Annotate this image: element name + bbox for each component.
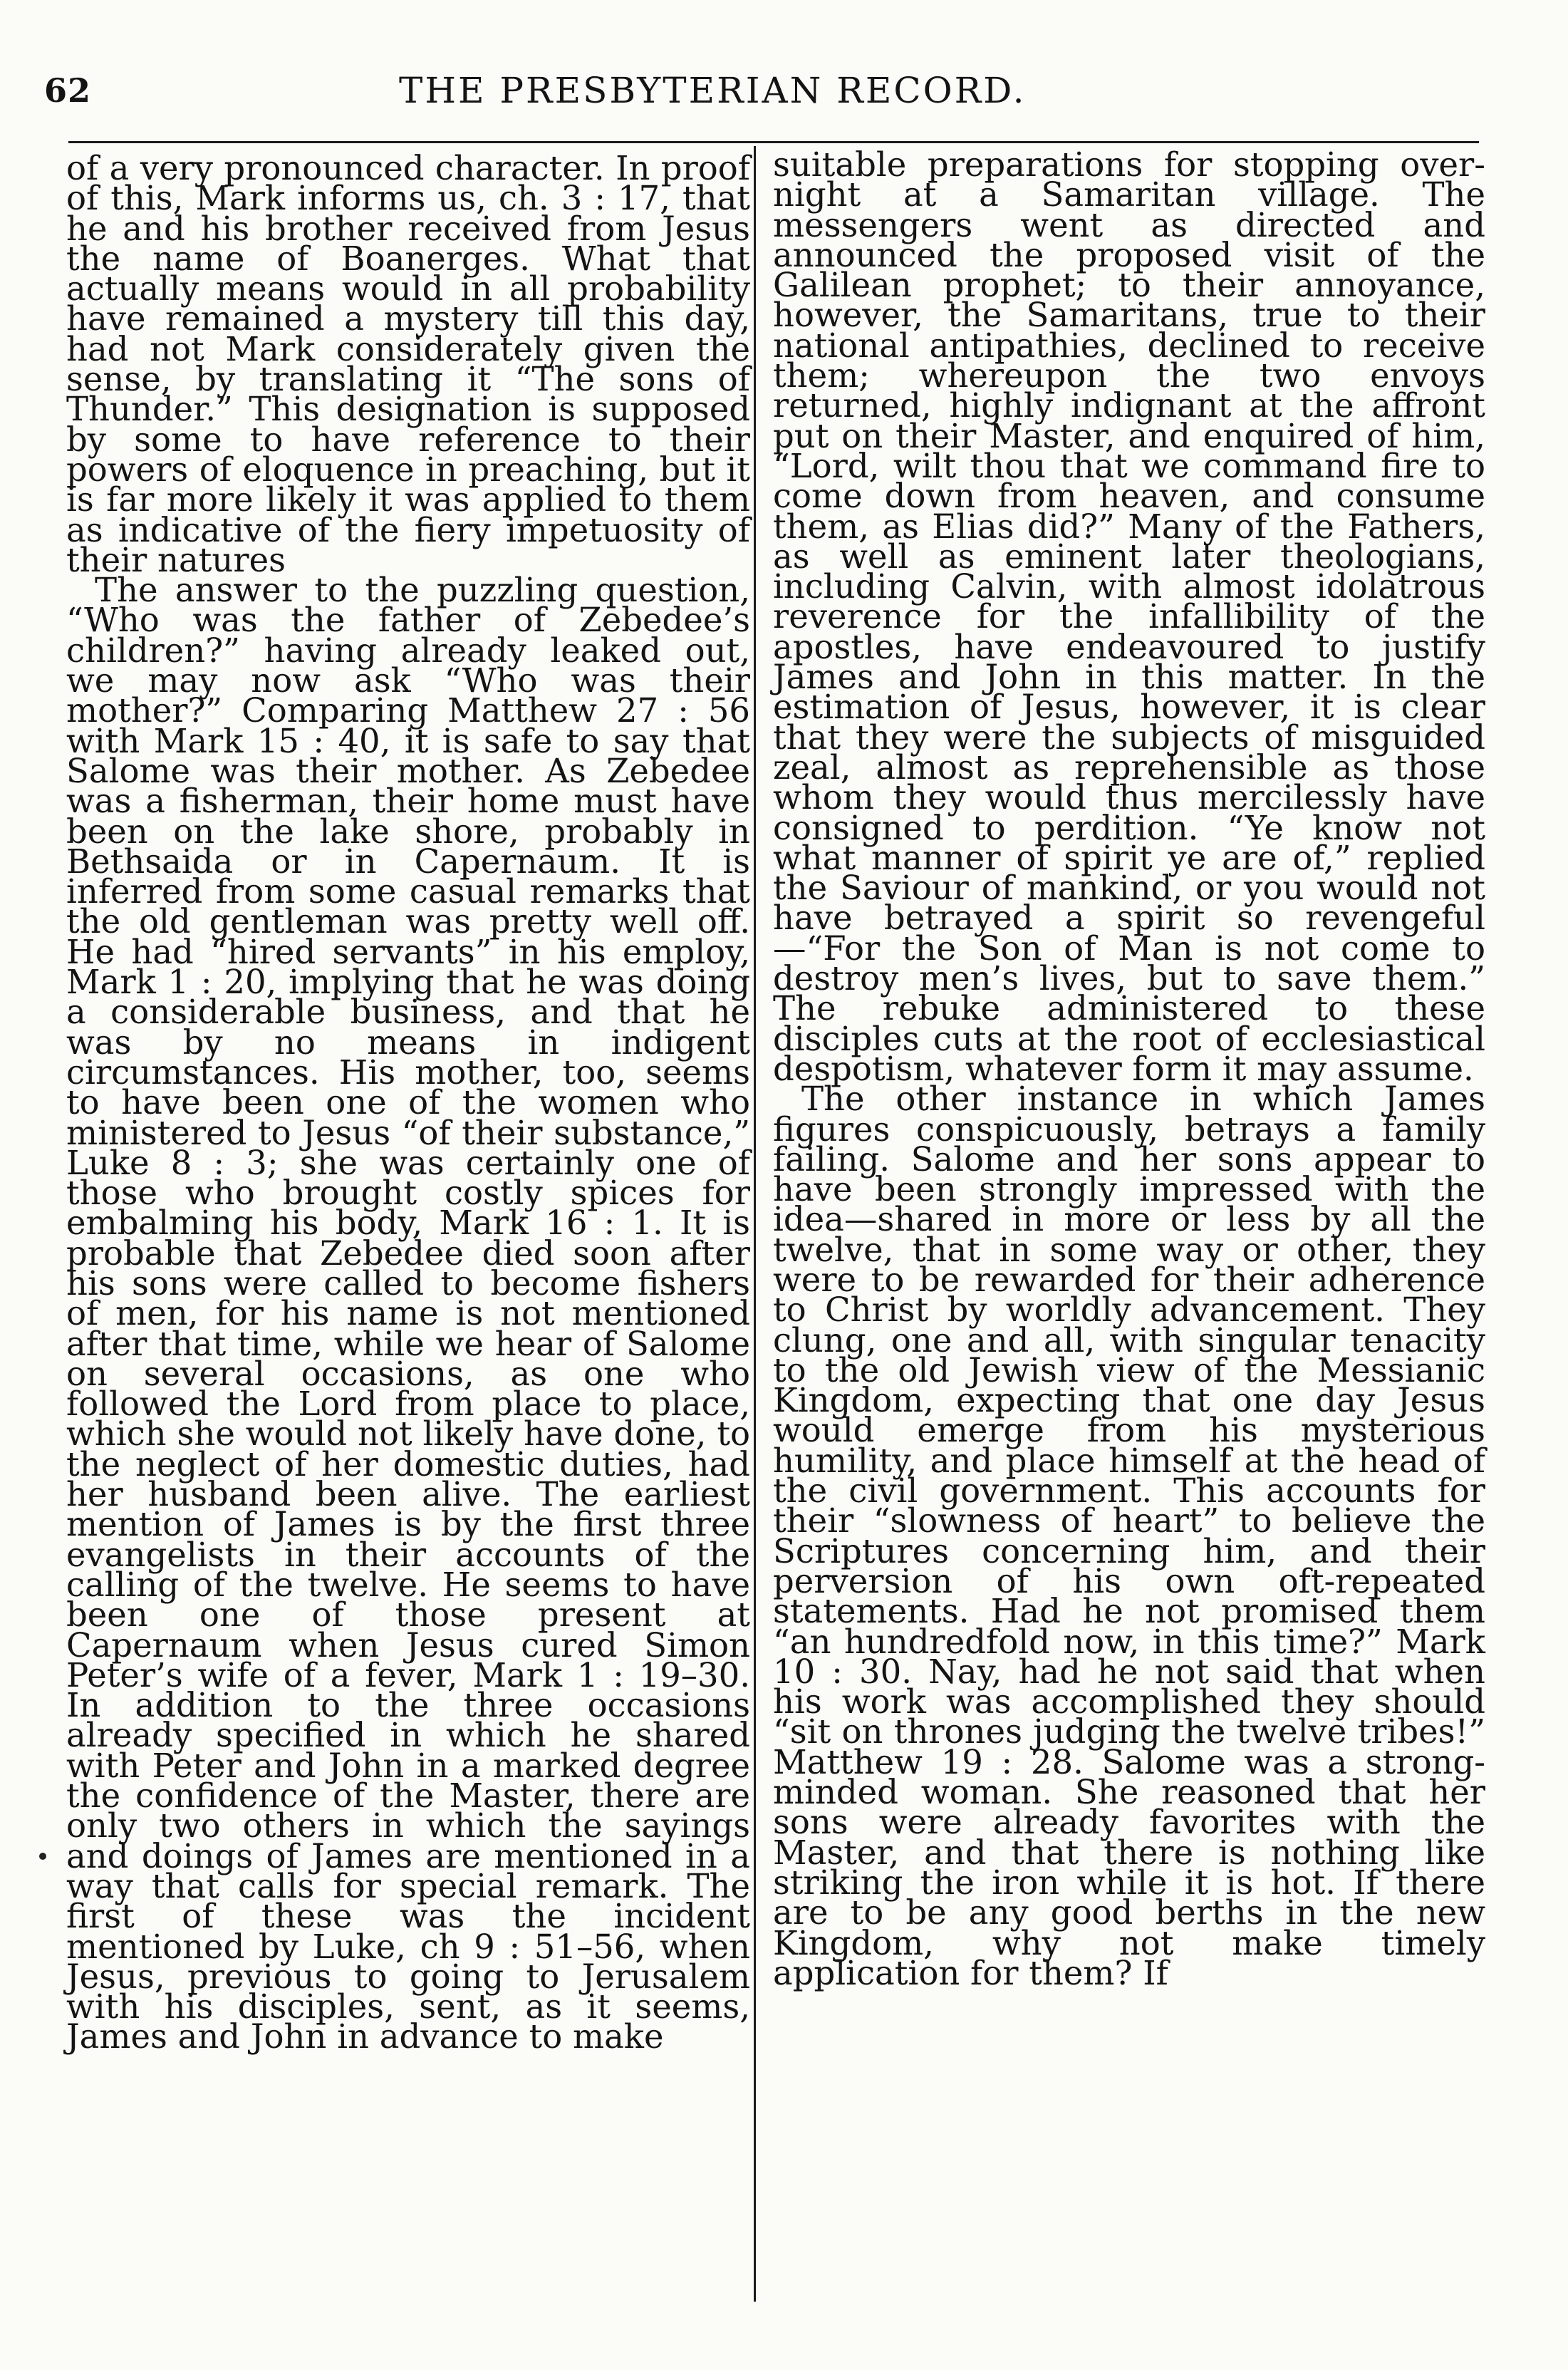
header-rule	[68, 141, 1479, 143]
page-number: 62	[44, 71, 92, 110]
margin-mark	[39, 1853, 46, 1860]
column-divider	[754, 146, 756, 2302]
left-paragraph-2: The answer to the puzzling question, “Who was the father of Zebedee’s children?” having already leaked out, we may now ask “Who was their mother?” Comparing Matthew 27 : 56 with Mark 15 : 40, it is safe to say that Salome was their mother. As Zebedee was a fisherman, their home must have been on the lake shore, probably in Bethsaida or in Capernaum. It is inferred from some casual remarks that the old gentleman was pretty well off. He had “hired servants” in his employ, Mark 1 : 20, implying that he was doing a considerable business, and that he was by no means in indigent circumstances. His mother, too, seems to have been one of the women who ministered to Jesus “of their substance,” Luke 8 : 3; she was certainly one of those who brought costly spices for embalming his body, Mark 16 : 1. It is probable that Zebedee died soon after his sons were called to become fishers of men, for his name is not mentioned after that time, while we hear of Salome on several occasions, as one who followed the Lord from place to place, which she would not likely have done, to the neglect of her domestic duties, had her husband been alive. The earliest mention of James is by the first three evangelists in their accounts of the calling of the twelve. He seems to have been one of those present at Capernaum when Jesus cured Simon Peter’s wife of a fever, Mark 1 : 19–30. In addition to the three occasions already specified in which he shared with Peter and John in a marked degree the confidence of the Master, there are only two others in which the sayings and doings of James are mentioned in a way that calls for special remark. The first of these was the incident mentioned by Luke, ch 9 : 51–56, when Jesus, previous to going to Jerusalem with his disciples, sent, as it seems, James and John in advance to make	[66, 571, 750, 2056]
right-paragraph-2: The other instance in which James figures conspicuously, betrays a family failing. Salome and her sons appear to have been strongly impressed with the idea—shared in more or less by all the twelve, that in some way or other, they were to be rewarded for their adherence to Christ by worldly advancement. They clung, one and all, with singular tenacity to the old Jewish view of the Messianic Kingdom, expecting that one day Jesus would emerge from his mysterious humility, and place himself at the head of the civil government. This accounts for their “slowness of heart” to believe the Scriptures concerning him, and their perversion of his own oft-repeated statements. Had he not promised them “an hundredfold now, in this time?” Mark 10 : 30. Nay, had he not said that when his work was accomplished they should “sit on thrones judging the twelve tribes!” Matthew 19 : 28. Salome was a strong-minded woman. She reasoned that her sons were already favorites with the Master, and that there is nothing like striking the iron while it is hot. If there are to be any good berths in the new Kingdom, why not make timely application for them? If	[773, 1080, 1485, 1992]
right-column	[773, 145, 1485, 1992]
right-paragraph-1: suitable preparations for stopping over-night at a Samaritan village. The messengers went as directed and announced the proposed visit of the Galilean prophet; to their annoyance, however, the Samaritans, true to their national antipathies, declined to receive them; whereupon the two envoys returned, highly indignant at the affront put on their Master, and enquired of him, “Lord, wilt thou that we command fire to come down from heaven, and consume them, as Elias did?” Many of the Fathers, as well as eminent later theologians, including Calvin, with almost idolatrous reverence for the infallibility of the apostles, have endeavoured to justify James and John in this matter. In the estimation of Jesus, however, it is clear that they were the subjects of misguided zeal, almost as reprehensible as those whom they would thus mercilessly have consigned to perdition. “Ye know not what manner of spirit ye are of,” replied the Saviour of mankind, or you would not have betrayed a spirit so revengeful—“For the Son of Man is not come to destroy men’s lives, but to save them.” The rebuke administered to these disciples cuts at the root of ecclesiastical despotism, whatever form it may assume.	[773, 145, 1485, 1088]
journal-title: THE PRESBYTERIAN RECORD.	[399, 70, 1027, 111]
left-column	[66, 149, 750, 2056]
left-paragraph-1: of a very pronounced character. In proof of this, Mark informs us, ch. 3 : 17, that he and his brother received from Jesus the name of Boanerges. What that actually means would in all probability have remained a mystery till this day, had not Mark considerately given the sense, by translating it “The sons of Thunder.” This designation is supposed by some to have reference to their powers of eloquence in preaching, but it is far more likely it was applied to them as indicative of the fiery impetuosity of their natures	[66, 149, 750, 579]
